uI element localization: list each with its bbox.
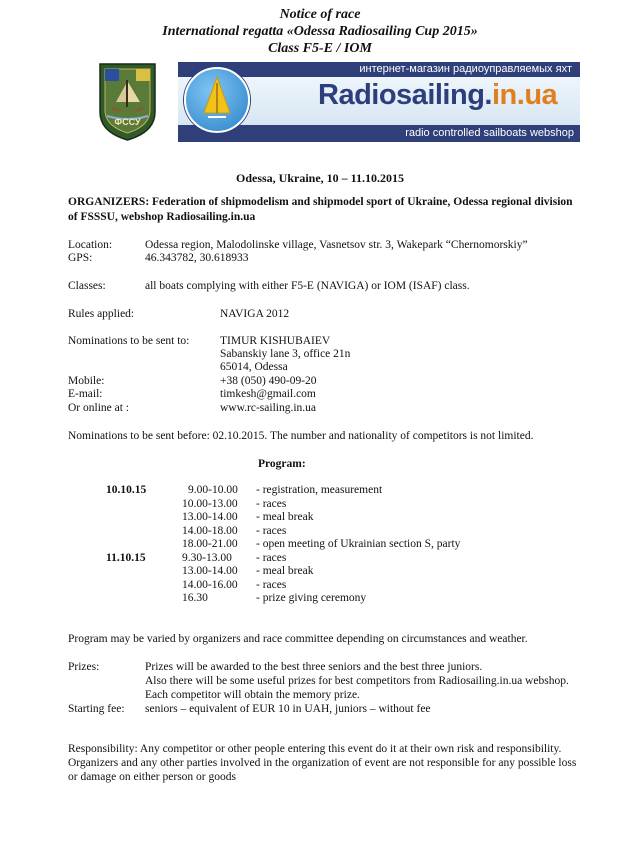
program-event: - races (256, 498, 287, 510)
nominations-address1: Sabanskiy lane 3, office 21n (220, 348, 351, 360)
nominations-label: Nominations to be sent to: (68, 335, 190, 347)
banner-top-text: интернет-магазин радиоуправляемых яхт (359, 63, 572, 75)
program-date: 10.10.15 (106, 484, 147, 496)
program-date: 11.10.15 (106, 552, 146, 564)
program-time: 13.00-14.00 (182, 511, 238, 523)
fee-value: seniors – equivalent of EUR 10 in UAH, juniors – without fee (145, 703, 431, 715)
fee-label: Starting fee: (68, 703, 125, 715)
crest-label: ФССУ (114, 117, 141, 127)
program-event: - races (256, 552, 287, 564)
program-note: Program may be varied by organizers and race committee depending on circumstances and weather. (68, 633, 528, 645)
notice-title: Notice of race (279, 7, 361, 22)
federation-crest (97, 62, 158, 142)
program-time: 9.00-10.00 (188, 484, 238, 496)
gps-label: GPS: (68, 252, 93, 264)
sailboat-logo-icon (184, 67, 250, 133)
program-title: Program: (258, 458, 306, 470)
banner-bottom-text: radio controlled sailboats webshop (405, 127, 574, 139)
program-event: - meal break (256, 565, 314, 577)
program-event: - open meeting of Ukrainian section S, party (256, 538, 461, 550)
program-time: 14.00-18.00 (182, 525, 238, 537)
mobile-label: Mobile: (68, 375, 105, 387)
responsibility-line1: Responsibility: Any competitor or other people entering this event do it at their own risk and responsibility. (68, 743, 562, 755)
gps-value: 46.343782, 30.618933 (145, 252, 249, 264)
program-event: - races (256, 579, 287, 591)
mobile-value: +38 (050) 490-09-20 (220, 375, 317, 387)
classes-label: Classes: (68, 280, 106, 292)
location-value: Odessa region, Malodolinske village, Vasnetsov str. 3, Wakepark “Chernomorskiy” (145, 239, 528, 251)
website-link[interactable]: www.rc-sailing.in.ua (220, 402, 317, 414)
rules-label: Rules applied: (68, 308, 135, 320)
rules-value: NAVIGA 2012 (220, 308, 290, 320)
program-time: 16.30 (182, 592, 208, 604)
organizers-line2: of FSSSU, webshop Radiosailing.in.ua (68, 211, 256, 223)
place-date: Odessa, Ukraine, 10 – 11.10.2015 (235, 171, 404, 185)
location-label: Location: (68, 239, 113, 251)
program-event: - prize giving ceremony (256, 592, 367, 604)
prizes-label: Prizes: (68, 661, 100, 673)
prizes-line3: Each competitor will obtain the memory prize. (145, 689, 360, 701)
online-label: Or online at : (68, 402, 129, 414)
class-title: Class F5-E / IOM (268, 41, 372, 56)
email-link[interactable]: timkesh@gmail.com (220, 388, 316, 400)
nominations-name: TIMUR KISHUBAIEV (220, 335, 331, 347)
banner-brand: Radiosailing.in.ua (318, 79, 558, 111)
program-time: 9.30-13.00 (182, 552, 232, 564)
prizes-line2: Also there will be some useful prizes for best competitors from Radiosailing.in.ua webshop. (145, 675, 569, 687)
program-time: 13.00-14.00 (182, 565, 238, 577)
classes-value: all boats complying with either F5-E (NAVIGA) or IOM (ISAF) class. (145, 280, 470, 292)
regatta-title: International regatta «Odessa Radiosailing Cup 2015» (162, 24, 478, 39)
program-event: - races (256, 525, 287, 537)
program-event: - meal break (256, 511, 314, 523)
webshop-banner[interactable] (178, 62, 580, 142)
program-time: 10.00-13.00 (182, 498, 238, 510)
program-event: - registration, measurement (256, 484, 383, 496)
ship-crest-icon (97, 62, 158, 142)
responsibility-line3: or damage on either person or goods (68, 771, 236, 783)
organizers-line1: ORGANIZERS: Federation of shipmodelism and shipmodel sport of Ukraine, Odessa regional division (68, 196, 573, 208)
responsibility-line2: Organizers and any other parties involved in the organization of event are not responsible for any possible loss (68, 757, 577, 769)
prizes-line1: Prizes will be awarded to the best three seniors and the best three juniors. (145, 661, 483, 673)
program-time: 18.00-21.00 (182, 538, 238, 550)
email-label: E-mail: (68, 388, 103, 400)
program-time: 14.00-16.00 (182, 579, 238, 591)
nominations-address2: 65014, Odessa (220, 361, 288, 373)
nominations-deadline: Nominations to be sent before: 02.10.2015. The number and nationality of competitors is not limited. (68, 430, 534, 442)
